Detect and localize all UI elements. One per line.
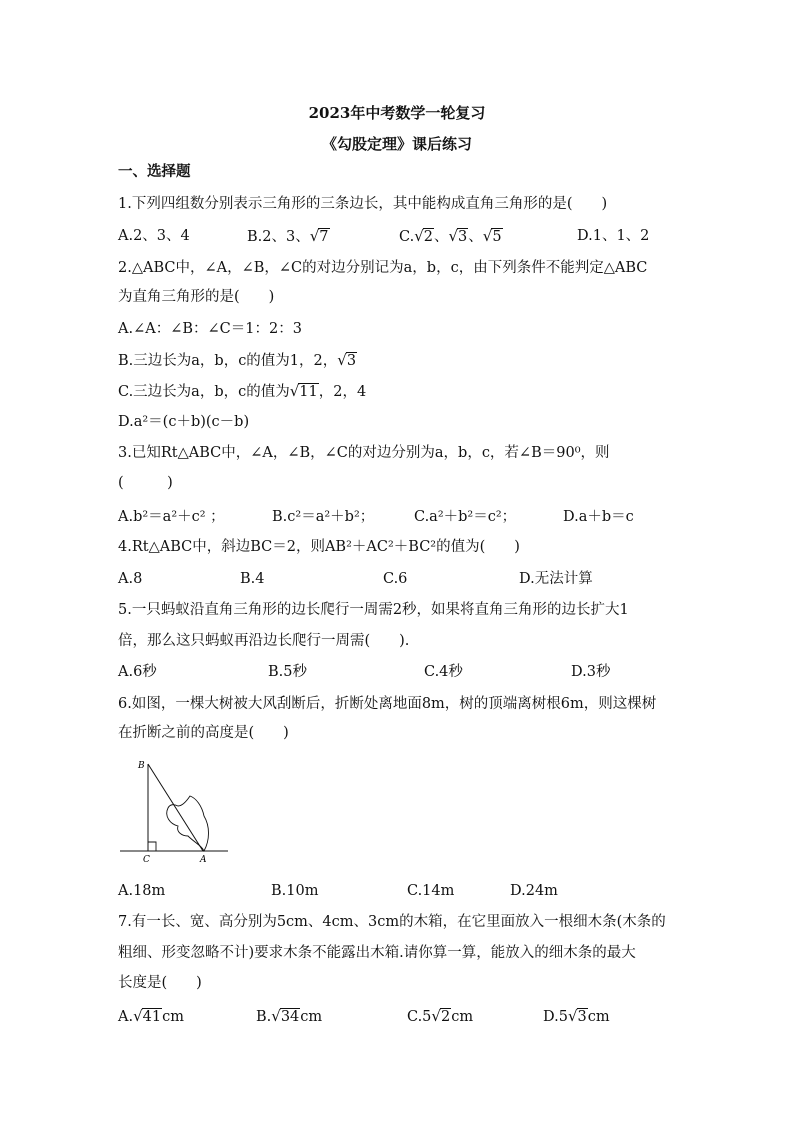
label-B: B (138, 761, 145, 771)
page-title: 2023年中考数学一轮复习 (308, 104, 486, 122)
question-3-stem-line2: ( ) (118, 475, 173, 491)
q7-option-c: C.5√2cm (407, 1007, 474, 1025)
question-5-stem-line1: 5.一只蚂蚁沿直角三角形的边长爬行一周需2秒，如果将直角三角形的边长扩大1 (118, 602, 629, 618)
question-3-stem-line1: 3.已知Rt△ABC中，∠A，∠B，∠C的对边分别为a，b，c，若∠B＝90⁰，则 (118, 445, 610, 461)
question-4-stem: 4.Rt△ABC中，斜边BC＝2，则AB²＋AC²＋BC²的值为( ) (118, 539, 520, 555)
q6-option-a: A.18m (118, 883, 166, 899)
q1-option-c: C.√2、√3、√5 (399, 227, 502, 245)
question-7-stem-line1: 7.有一长、宽、高分别为5cm、4cm、3cm的木箱，在它里面放入一根细木条(木条的 (118, 914, 666, 930)
question-7-stem-line3: 长度是( ) (118, 975, 202, 991)
q6-option-d: D.24m (510, 883, 558, 899)
q3-option-c: C.a²＋b²＝c²； (414, 509, 517, 525)
q2-option-c: C.三边长为a，b，c的值为√11，2，4 (118, 382, 367, 400)
q2-option-a: A.∠A：∠B：∠C＝1：2：3 (118, 321, 302, 337)
q5-option-a: A.6秒 (118, 664, 157, 680)
page-subtitle: 《勾股定理》课后练习 (321, 135, 472, 153)
q7-option-d: D.5√3cm (543, 1007, 610, 1025)
q3-option-a: A.b²＝a²＋c² ； (118, 509, 225, 525)
q6-option-b: B.10m (271, 883, 319, 899)
right-angle-mark (148, 842, 156, 851)
q4-option-d: D.无法计算 (519, 571, 593, 587)
question-6-stem-line1: 6.如图，一棵大树被大风刮断后，折断处离地面8m，树的顶端离树根6m，则这棵树 (118, 696, 657, 712)
tree-figure (118, 756, 230, 864)
tree-crown (167, 796, 209, 851)
question-1-stem: 1.下列四组数分别表示三角形的三条边长，其中能构成直角三角形的是( ) (118, 196, 608, 212)
q2-option-b: B.三边长为a，b，c的值为1，2，√3 (118, 351, 357, 369)
hypotenuse-line (148, 764, 203, 851)
label-A: A (200, 855, 207, 864)
q5-option-b: B.5秒 (268, 664, 307, 680)
q1-option-a: A.2、3、4 (118, 228, 190, 244)
q3-option-b: B.c²＝a²＋b²； (272, 509, 375, 525)
q4-option-a: A.8 (118, 571, 143, 587)
q7-option-b: B.√34cm (256, 1007, 323, 1025)
q7-option-a: A.√41cm (118, 1007, 184, 1025)
q5-option-c: C.4秒 (424, 664, 463, 680)
q5-option-d: D.3秒 (571, 664, 611, 680)
q1-option-b: B.2、3、√7 (247, 227, 329, 245)
q3-option-d: D.a＋b＝c (563, 509, 634, 525)
question-2-stem-line2: 为直角三角形的是( ) (118, 289, 275, 305)
q2-option-d: D.a²＝(c＋b)(c－b) (118, 414, 250, 430)
question-5-stem-line2: 倍，那么这只蚂蚁再沿边长爬行一周需( ). (118, 633, 410, 649)
question-6-stem-line2: 在折断之前的高度是( ) (118, 725, 289, 741)
question-2-stem-line1: 2.△ABC中，∠A，∠B，∠C的对边分别记为a，b，c，由下列条件不能判定△ABC (118, 260, 648, 276)
q4-option-b: B.4 (240, 571, 265, 587)
q6-option-c: C.14m (407, 883, 455, 899)
q4-option-c: C.6 (383, 571, 408, 587)
q1-option-d: D.1、1、2 (577, 228, 650, 244)
label-C: C (143, 855, 150, 864)
section-heading: 一、选择题 (118, 163, 191, 180)
question-7-stem-line2: 粗细、形变忽略不计)要求木条不能露出木箱.请你算一算，能放入的细木条的最大 (118, 945, 636, 961)
